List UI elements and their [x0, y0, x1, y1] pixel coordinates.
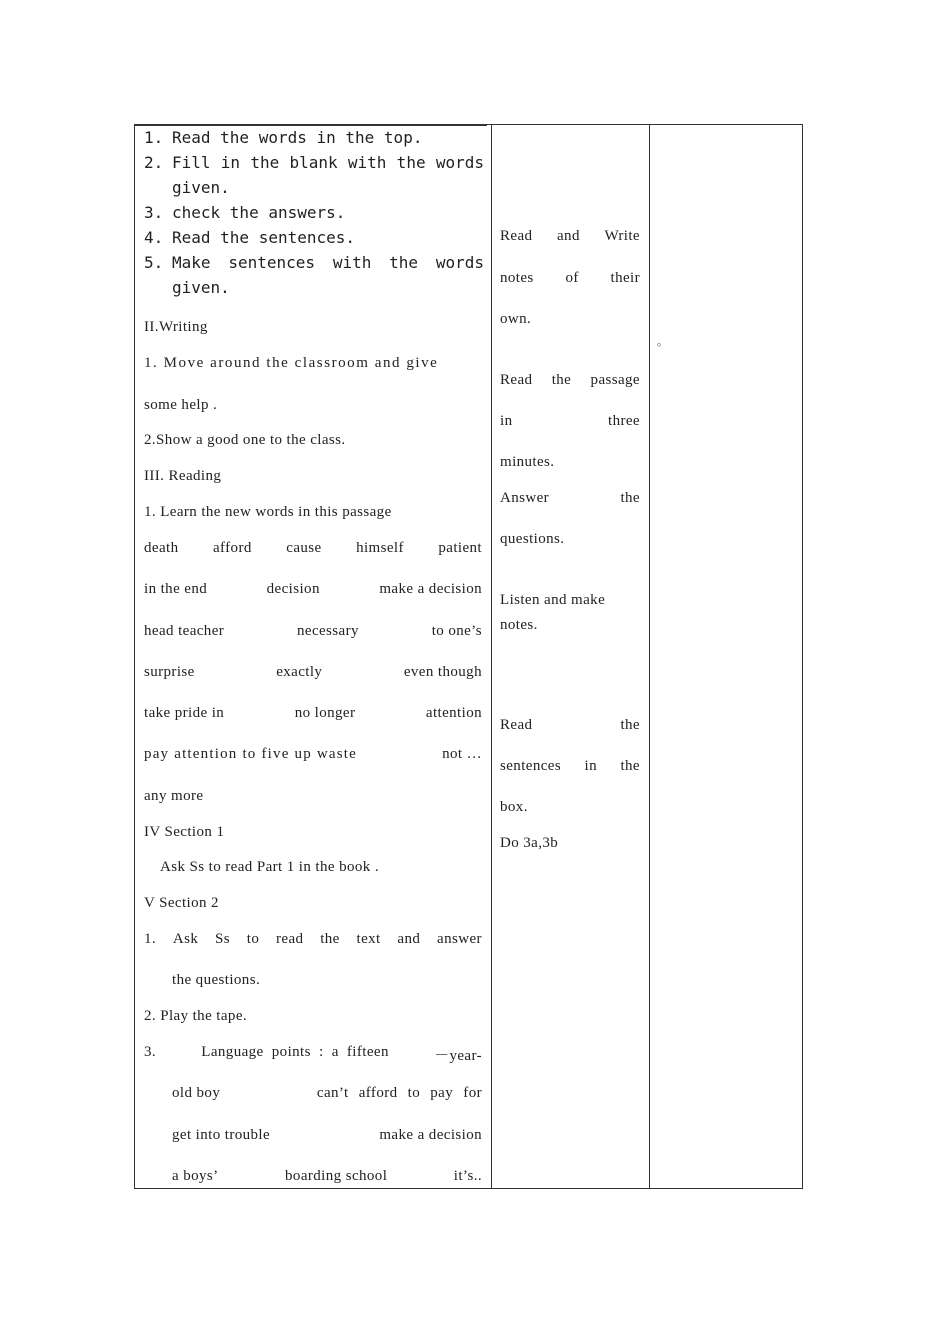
word: in: [584, 758, 597, 774]
vocab-row: [144, 623, 482, 640]
student-line: Do 3a,3b: [500, 835, 559, 851]
student-line: [500, 372, 640, 389]
list-item: 2. Fill in the blank with the words given.: [144, 153, 484, 197]
vocab-word: attention: [425, 705, 482, 721]
vocab-word: afford: [212, 540, 252, 556]
vocab-word: cause: [286, 540, 322, 556]
vocab-word: patient: [438, 540, 482, 556]
student-line: Listen and make: [500, 592, 606, 608]
word: their: [610, 270, 640, 286]
word: －year-: [434, 1048, 482, 1064]
section-2-heading: V Section 2: [144, 895, 219, 911]
section-1-heading: IV Section 1: [144, 824, 225, 840]
vocab-word: no longer: [294, 705, 356, 721]
vocab-row: [144, 746, 482, 763]
student-line: box.: [500, 799, 528, 815]
section-2-step-3-cont: [172, 1085, 482, 1102]
word: Read: [500, 372, 533, 388]
word: 1.: [144, 931, 157, 947]
word: Ss: [215, 931, 230, 947]
word: three: [608, 413, 640, 429]
vocab-word: in the end: [144, 581, 208, 597]
writing-step-1-cont: some help .: [144, 397, 218, 413]
vocab-row: [144, 664, 482, 681]
list-item: 3. check the answers.: [144, 203, 346, 222]
section-1-text: Ask Ss to read Part 1 in the book .: [160, 859, 379, 875]
vocab-word: make a decision: [379, 581, 482, 597]
student-line: [500, 758, 640, 775]
student-line: questions.: [500, 531, 565, 547]
vocab-word: to one’s: [431, 623, 482, 639]
vocab-row-last: any more: [144, 788, 204, 804]
word: get into trouble: [172, 1127, 271, 1143]
word: make a decision: [379, 1127, 482, 1143]
word: the: [320, 931, 340, 947]
word: Ask: [172, 931, 199, 947]
section-2-step-2: 2. Play the tape.: [144, 1008, 248, 1024]
vocab-word: exactly: [276, 664, 323, 680]
word: the: [551, 372, 572, 388]
word: the: [620, 758, 640, 774]
word: text: [356, 931, 381, 947]
vocab-word: not …: [442, 746, 482, 762]
word: Write: [604, 228, 640, 244]
period-mark: 。: [657, 336, 668, 348]
word: answer: [437, 931, 482, 947]
reading-step-1: 1. Learn the new words in this passage: [144, 504, 392, 520]
word: to: [246, 931, 260, 947]
vocab-word: even though: [403, 664, 482, 680]
student-line: [500, 717, 640, 734]
word: read: [276, 931, 304, 947]
notes-column: [649, 125, 802, 1188]
vocab-word: head teacher: [144, 623, 225, 639]
reading-heading: III. Reading: [144, 468, 222, 484]
word: Read: [500, 717, 533, 733]
section-2-step-3: [144, 1044, 482, 1065]
word: can’t afford to pay for: [316, 1085, 482, 1101]
steps-list: [144, 125, 484, 300]
word: and: [557, 228, 580, 244]
vocab-row: [144, 581, 482, 598]
word: of: [565, 270, 579, 286]
vocab-word: himself: [356, 540, 404, 556]
vocab-word: pay attention to five up waste: [144, 746, 358, 762]
writing-heading: II.Writing: [144, 319, 208, 335]
word: Answer: [500, 490, 550, 506]
word: in: [500, 413, 513, 429]
word: boarding school: [285, 1168, 388, 1184]
word: old boy: [172, 1085, 221, 1101]
word: notes: [500, 270, 534, 286]
word: and: [397, 931, 421, 947]
word: the: [620, 490, 640, 506]
writing-step-2: 2.Show a good one to the class.: [144, 432, 346, 448]
word: the: [620, 717, 640, 733]
vocab-word: death: [144, 540, 179, 556]
word: 3.: [144, 1044, 157, 1060]
word: it’s..: [453, 1168, 482, 1184]
list-item: 1. Read the words in the top.: [144, 128, 423, 147]
word: Language points : a fifteen: [201, 1044, 389, 1060]
vocab-word: decision: [266, 581, 320, 597]
student-line: minutes.: [500, 454, 555, 470]
word: passage: [590, 372, 640, 388]
section-2-step-1: [144, 931, 482, 948]
section-2-step-3-cont: [172, 1127, 482, 1144]
section-2-step-1-cont: the questions.: [172, 972, 261, 988]
student-line: [500, 228, 640, 245]
section-2-step-3-cont: [172, 1168, 482, 1185]
word: sentences: [500, 758, 562, 774]
student-line: [500, 490, 640, 507]
list-item: 4. Read the sentences.: [144, 228, 356, 247]
vocab-word: surprise: [144, 664, 195, 680]
student-line: notes.: [500, 617, 538, 633]
list-item: 5. Make sentences with the words given.: [144, 253, 484, 297]
student-line: own.: [500, 311, 532, 327]
vocab-row: [144, 540, 482, 557]
vocab-row: [144, 705, 482, 722]
word: Read: [500, 228, 533, 244]
word: a boys’: [172, 1168, 219, 1184]
vocab-word: take pride in: [144, 705, 225, 721]
student-line: [500, 270, 640, 287]
student-line: [500, 413, 640, 430]
vocab-word: necessary: [296, 623, 359, 639]
writing-step-1: 1. Move around the classroom and give: [144, 355, 439, 371]
